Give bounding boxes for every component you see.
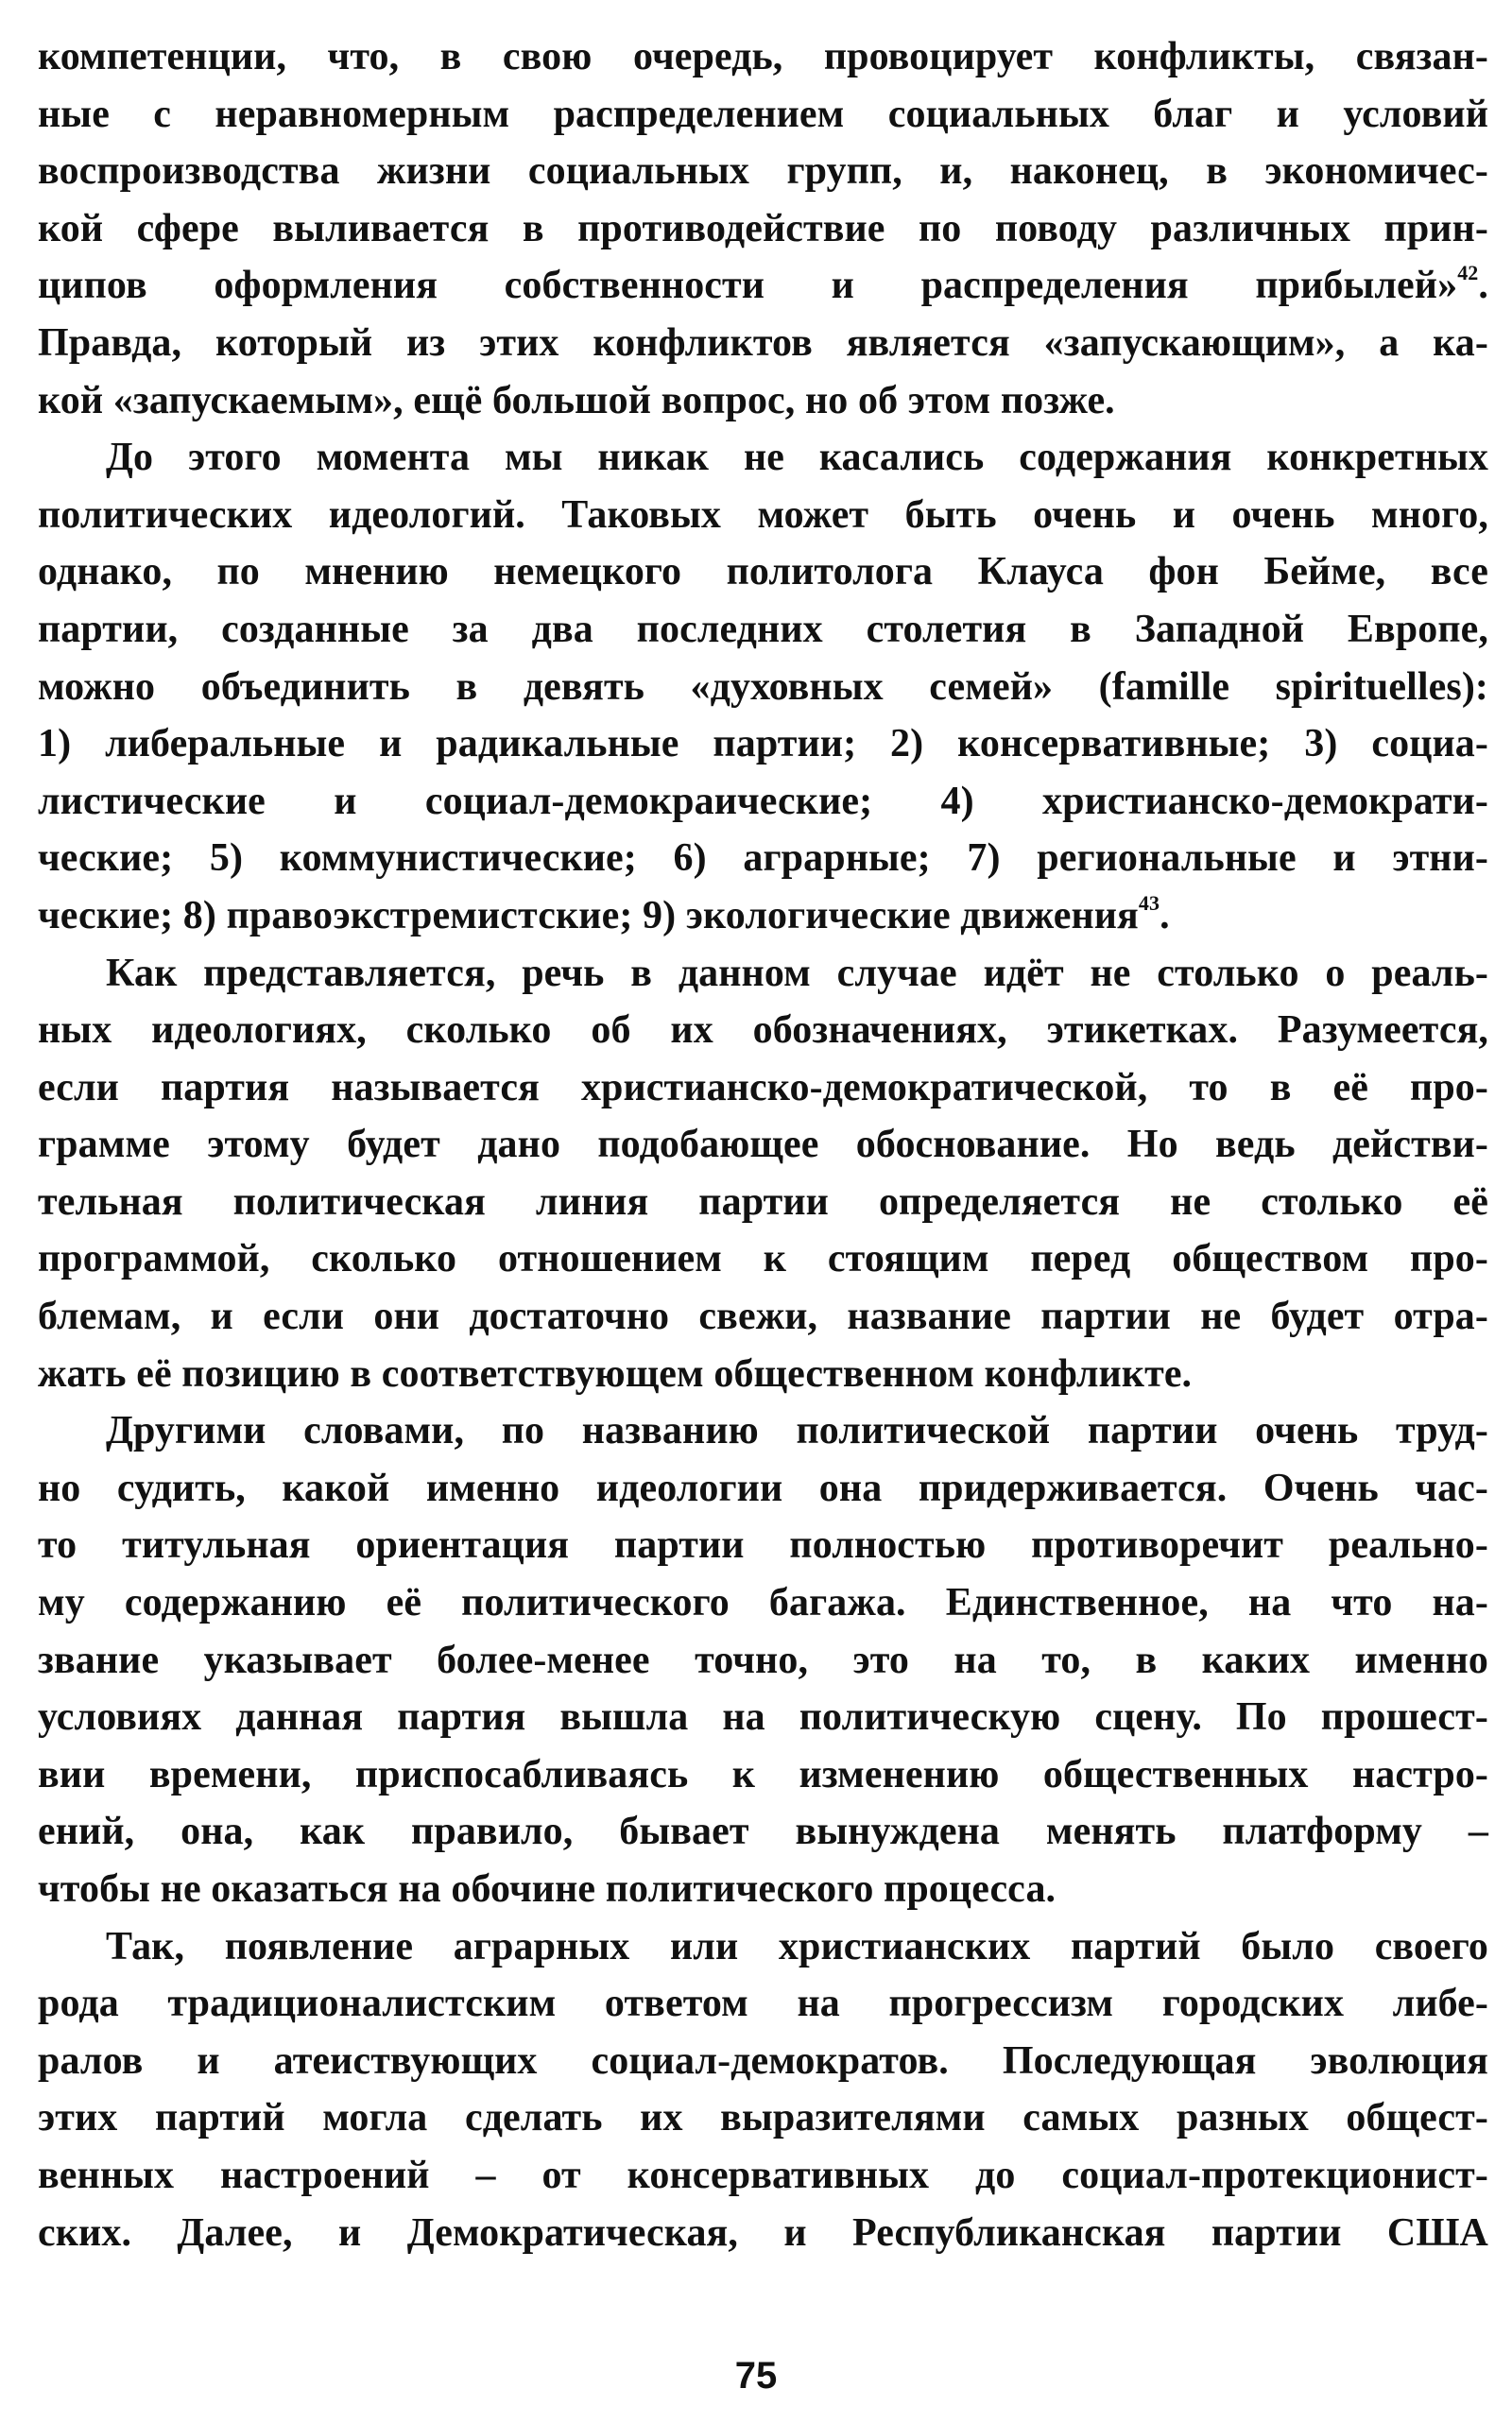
text-line: му содержанию её политического багажа. Единственное, на что на- bbox=[38, 1581, 1488, 1625]
text-line: блемам, и если они достаточно свежи, название партии не будет отра- bbox=[38, 1295, 1488, 1339]
text-line: политических идеологий. Таковых может быть очень и очень много, bbox=[38, 492, 1488, 537]
text-line: Как представляется, речь в данном случае идёт не столько о реаль- bbox=[106, 951, 1488, 995]
paragraph-2 bbox=[38, 429, 1488, 944]
footnote-marker: 43 bbox=[1138, 890, 1160, 915]
paragraph-4 bbox=[38, 1402, 1488, 1917]
text-line: кой сфере выливается в противодействие по поводу различных прин- bbox=[38, 206, 1488, 250]
text-line-body: ческие; 8) правоэкстремистские; 9) экологические движения bbox=[38, 893, 1139, 937]
text-line-suffix: . bbox=[1478, 264, 1488, 308]
text-line-with-footnote bbox=[38, 257, 1488, 315]
text-line-suffix: . bbox=[1160, 893, 1170, 937]
text-line: жать её позицию в соответствующем общественном конфликте. bbox=[38, 1351, 1193, 1396]
text-line: вии времени, приспосабливаясь к изменению общественных настро- bbox=[38, 1752, 1488, 1796]
text-line: венных настроений – от консервативных до социал-протекционист- bbox=[38, 2153, 1488, 2197]
text-line: однако, по мнению немецкого политолога Клауса фон Бейме, все bbox=[38, 550, 1488, 594]
text-line: партии, созданные за два последних столетия в Западной Европе, bbox=[38, 607, 1488, 651]
text-line: программой, сколько отношением к стоящим перед обществом про- bbox=[38, 1237, 1488, 1281]
text-line: ных идеологиях, сколько об их обозначениях, этикетках. Разумеется, bbox=[38, 1008, 1488, 1053]
paragraph-5 bbox=[38, 1918, 1488, 2262]
text-line-with-footnote bbox=[38, 887, 1488, 945]
text-line: ралов и атеиствующих социал-демократов. Последующая эволюция bbox=[38, 2038, 1488, 2083]
text-line: ные с неравномерным распределением социальных благ и условий bbox=[38, 92, 1488, 136]
text-line: Правда, который из этих конфликтов является «запускающим», а ка- bbox=[38, 320, 1488, 365]
text-line: кой «запускаемым», ещё большой вопрос, но об этом позже. bbox=[38, 378, 1115, 422]
book-page bbox=[38, 28, 1488, 2381]
page-number: 75 bbox=[734, 2355, 778, 2397]
paragraph-1 bbox=[38, 28, 1488, 429]
text-line: ений, она, как правило, бывает вынуждена менять платформу – bbox=[38, 1810, 1488, 1854]
text-line: грамме этому будет дано подобающее обоснование. Но ведь действи- bbox=[38, 1123, 1488, 1167]
text-line: условиях данная партия вышла на политическую сцену. По прошест- bbox=[38, 1695, 1488, 1740]
text-line: воспроизводства жизни социальных групп, и, наконец, в экономичес- bbox=[38, 149, 1488, 194]
text-line: если партия называется христианско-демократической, то в её про- bbox=[38, 1065, 1488, 1109]
paragraph-3 bbox=[38, 945, 1488, 1403]
text-line: Так, появление аграрных или христианских партий было своего bbox=[106, 1924, 1488, 1968]
text-line: то титульная ориентация партии полностью противоречит реально- bbox=[38, 1523, 1488, 1568]
text-line: компетенции, что, в свою очередь, провоцирует конфликты, связан- bbox=[38, 35, 1488, 78]
text-line: чтобы не оказаться на обочине политического процесса. bbox=[38, 1867, 1057, 1911]
text-line: рода традиционалистским ответом на прогрессизм городских либе- bbox=[38, 1982, 1488, 2026]
text-line: Другими словами, по названию политической партии очень труд- bbox=[106, 1409, 1488, 1453]
text-line: звание указывает более-менее точно, это на то, в каких именно bbox=[38, 1638, 1488, 1682]
text-line: листические и социал-демокраические; 4) христианско-демократи- bbox=[38, 779, 1488, 823]
footnote-marker: 42 bbox=[1457, 261, 1479, 285]
text-line-body: ципов оформления собственности и распределения прибылей» bbox=[38, 264, 1458, 308]
text-line: можно объединить в девять «духовных семей» (famille spirituelles): bbox=[38, 664, 1488, 709]
text-line: ческие; 5) коммунистические; 6) аграрные; 7) региональные и этни- bbox=[38, 836, 1488, 881]
text-line: ских. Далее, и Демократическая, и Республиканская партии США bbox=[38, 2210, 1488, 2255]
text-line: этих партий могла сделать их выразителями самых разных общест- bbox=[38, 2096, 1488, 2140]
text-line: но судить, какой именно идеологии она придерживается. Очень час- bbox=[38, 1466, 1488, 1510]
text-line: тельная политическая линия партии определяется не столько её bbox=[38, 1179, 1488, 1224]
text-line: До этого момента мы никак не касались содержания конкретных bbox=[106, 436, 1488, 480]
text-line: 1) либеральные и радикальные партии; 2) консервативные; 3) социа- bbox=[38, 722, 1488, 766]
